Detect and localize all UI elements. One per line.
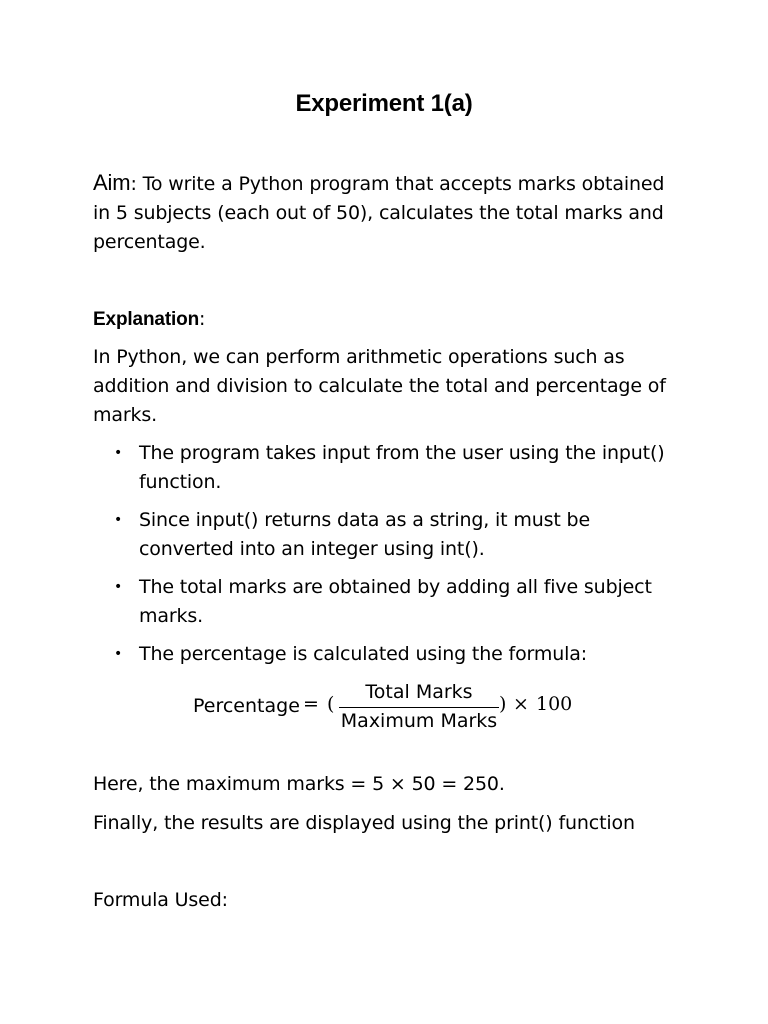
formula-lhs: Percentage xyxy=(193,695,300,717)
document-title: Experiment 1(a) xyxy=(295,90,473,117)
formula-equals: = xyxy=(303,693,319,715)
bullet-item xyxy=(110,640,670,669)
formula-open-paren: ( xyxy=(327,693,335,715)
bullet-point-icon: • xyxy=(114,579,123,595)
aim-separator: : xyxy=(130,173,137,195)
bullet-point-icon: • xyxy=(114,646,123,662)
aim-label: Aim xyxy=(93,170,131,195)
formula-times: × xyxy=(513,693,529,715)
formula-close-paren: ) xyxy=(499,693,507,715)
max-marks-line: Here, the maximum marks = 5 × 50 = 250. xyxy=(93,773,505,795)
formula-used-label: Formula Used: xyxy=(93,889,228,911)
bullet-text: The percentage is calculated using the formula: xyxy=(139,643,588,665)
bullet-item xyxy=(110,573,670,631)
percentage-formula xyxy=(193,678,593,738)
formula-fraction xyxy=(339,678,499,733)
bullet-point-icon: • xyxy=(114,445,123,461)
explanation-heading xyxy=(93,305,693,334)
aim-paragraph xyxy=(93,168,683,257)
explanation-separator: : xyxy=(199,308,206,330)
bullet-text: The total marks are obtained by adding all five subject marks. xyxy=(139,576,652,627)
explanation-bullet-list xyxy=(110,439,670,678)
fraction-bar xyxy=(339,707,499,708)
bullet-point-icon: • xyxy=(114,512,123,528)
explanation-label: Explanation xyxy=(93,309,200,330)
explanation-paragraph: In Python, we can perform arithmetic operations such as addition and division to calculate the total and percentage of marks. xyxy=(93,346,666,426)
formula-numerator: Total Marks xyxy=(365,681,473,703)
bullet-text: Since input() returns data as a string, it must be converted into an integer using int(). xyxy=(139,509,591,560)
bullet-item xyxy=(110,506,670,564)
formula-multiplier: 100 xyxy=(536,693,573,715)
formula-denominator: Maximum Marks xyxy=(340,710,498,732)
bullet-text: The program takes input from the user using the input() function. xyxy=(139,442,665,493)
aim-text: To write a Python program that accepts marks obtained in 5 subjects (each out of 50), calculates the total marks and percentage. xyxy=(93,173,665,253)
finally-line: Finally, the results are displayed using the print() function xyxy=(93,812,635,834)
bullet-item xyxy=(110,439,670,497)
